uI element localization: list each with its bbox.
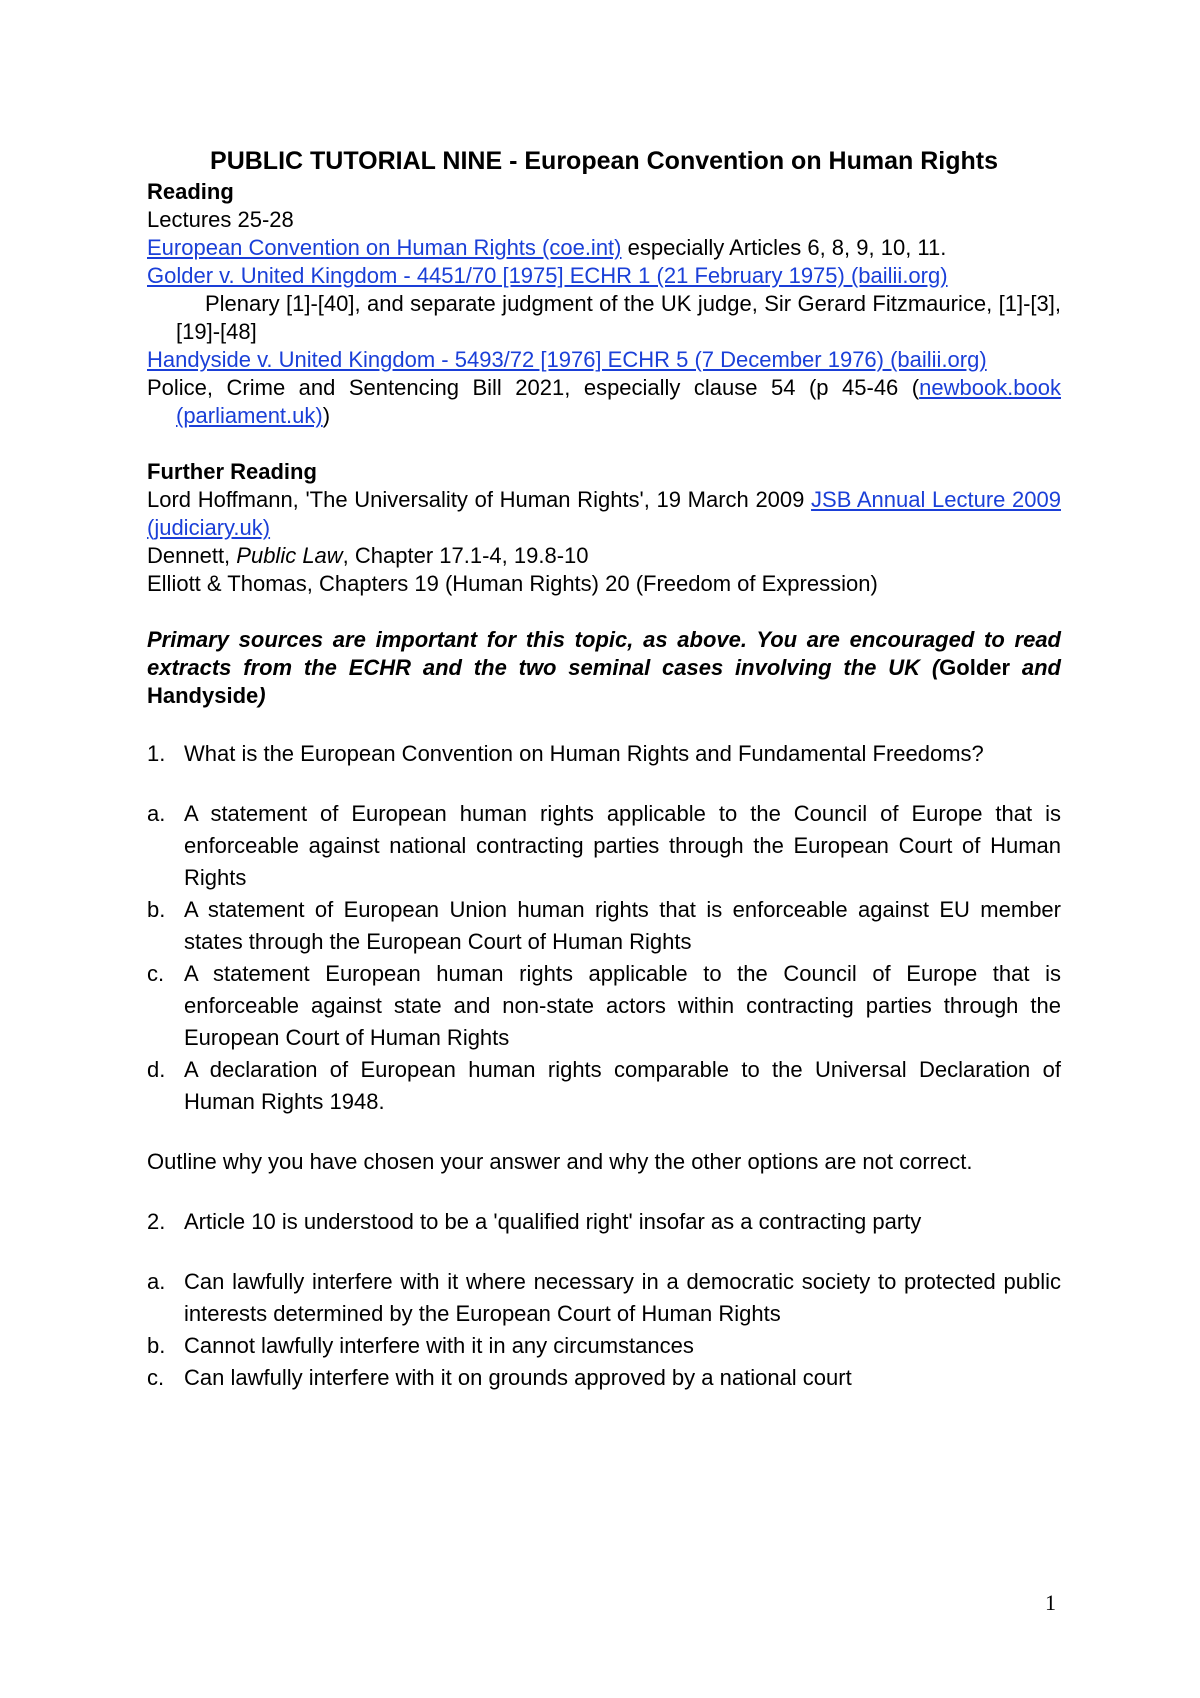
option-c: [147, 1362, 1061, 1394]
echr-link[interactable]: European Convention on Human Rights (coe.int): [147, 235, 622, 260]
option-b: [147, 894, 1061, 958]
dennett-title: Public Law: [236, 543, 343, 568]
police-bill-entry: [147, 374, 1061, 430]
outline-instruction: Outline why you have chosen your answer and why the other options are not correct.: [147, 1149, 973, 1174]
question-number: 2.: [147, 1209, 166, 1234]
option-mark: a.: [147, 801, 166, 826]
option-mark: d.: [147, 1057, 166, 1082]
option-text: A statement European human rights applicable to the Council of Europe that is enforceable against state and non-state actors within contracting parties through the European Court of Human Rights: [184, 961, 1061, 1050]
option-text: A statement of European human rights applicable to the Council of Europe that is enforceable against national contracting parties through the European Court of Human Rights: [184, 801, 1061, 890]
option-a: [147, 1266, 1061, 1330]
primary-sources-text: Primary sources are important for this topic, as above. You are encouraged to read extracts from the ECHR and the two seminal cases involving the UK (: [147, 627, 1061, 680]
golder-note: Plenary [1]-[40], and separate judgment of the UK judge, Sir Gerard Fitzmaurice, [1]-[3], [19]-[48]: [176, 291, 1061, 344]
question-text: What is the European Convention on Human Rights and Fundamental Freedoms?: [184, 741, 984, 766]
option-mark: b.: [147, 1333, 166, 1358]
question-1: [147, 738, 1061, 770]
question-1-options: [147, 798, 1061, 1118]
option-text: Can lawfully interfere with it where necessary in a democratic society to protected public interests determined by the European Court of Human Rights: [184, 1269, 1061, 1326]
question-text: Article 10 is understood to be a 'qualified right' insofar as a contracting party: [184, 1209, 922, 1234]
option-text: Can lawfully interfere with it on grounds approved by a national court: [184, 1365, 852, 1390]
elliott-entry: Elliott & Thomas, Chapters 19 (Human Rights) 20 (Freedom of Expression): [147, 571, 878, 596]
dennett-author: Dennett,: [147, 543, 237, 568]
option-mark: c.: [147, 1365, 165, 1390]
question-2-options: [147, 1266, 1061, 1394]
echr-line: [147, 234, 1061, 262]
document-body: [147, 146, 1061, 1394]
handyside-entry: [147, 346, 1061, 374]
option-text: Cannot lawfully interfere with it in any circumstances: [184, 1333, 694, 1358]
reading-heading: Reading: [147, 179, 234, 204]
option-c: [147, 958, 1061, 1054]
option-mark: c.: [147, 961, 165, 986]
lectures-line: Lectures 25-28: [147, 207, 294, 232]
option-mark: b.: [147, 897, 166, 922]
option-a: [147, 798, 1061, 894]
question-2: [147, 1206, 1061, 1238]
option-text: A declaration of European human rights comparable to the Universal Declaration of Human Rights 1948.: [184, 1057, 1061, 1114]
golder-ref: Golder: [939, 655, 1011, 680]
dennett-entry: [147, 542, 1061, 570]
police-bill-close: ): [322, 403, 331, 428]
police-bill-text: Police, Crime and Sentencing Bill 2021, especially clause 54 (p 45-46 (: [147, 375, 920, 400]
question-number: 1.: [147, 741, 166, 766]
golder-entry: [147, 262, 1061, 346]
further-reading-heading: Further Reading: [147, 459, 317, 484]
hoffmann-text: Lord Hoffmann, 'The Universality of Human Rights', 19 March 2009: [147, 487, 812, 512]
option-b: [147, 1330, 1061, 1362]
handyside-link[interactable]: Handyside v. United Kingdom - 5493/72 [1976] ECHR 5 (7 December 1976) (bailii.org): [147, 347, 987, 372]
page-title: PUBLIC TUTORIAL NINE - European Convention on Human Rights: [210, 147, 998, 175]
option-mark: a.: [147, 1269, 166, 1294]
dennett-chapters: , Chapter 17.1-4, 19.8-10: [342, 543, 589, 568]
option-text: A statement of European Union human rights that is enforceable against EU member states through the European Court of Human Rights: [184, 897, 1061, 954]
option-d: [147, 1054, 1061, 1118]
jsb-lecture-link[interactable]: JSB Annual Lecture 2009 (judiciary.uk): [147, 487, 1061, 540]
hoffmann-entry: [147, 486, 1061, 542]
page-number: 1: [1045, 1590, 1056, 1615]
parliament-link[interactable]: newbook.book (parliament.uk): [176, 375, 1061, 428]
close-paren: ): [258, 683, 266, 708]
echr-articles-text: especially Articles 6, 8, 9, 10, 11.: [621, 235, 947, 260]
golder-link[interactable]: Golder v. United Kingdom - 4451/70 [1975] ECHR 1 (21 February 1975) (bailii.org): [147, 263, 948, 288]
and-text: and: [1010, 655, 1061, 680]
primary-sources-note: [147, 626, 1061, 710]
handyside-ref: Handyside: [147, 683, 259, 708]
